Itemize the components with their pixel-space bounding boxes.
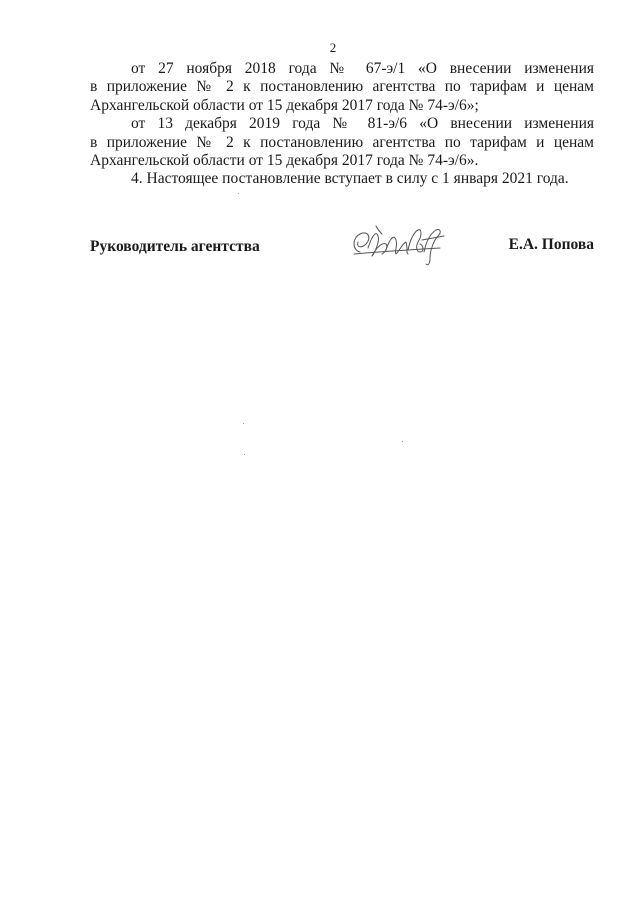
effective-date-clause: 4. Настоящее постановление вступает в силу с 1 января 2021 года. — [131, 170, 569, 188]
amendment-2-line-1: от 13 декабря 2019 года № 81-э/6 «О внесении изменения — [131, 115, 594, 133]
scan-speck — [243, 423, 244, 424]
scan-speck — [402, 441, 403, 442]
amendment-1-line-1: от 27 ноября 2018 года № 67-э/1 «О внесении изменения — [131, 60, 594, 77]
amendment-2-line-2: в приложение № 2 к постановлению агентства по тарифам и ценам — [90, 133, 594, 151]
amendment-2-line-3: Архангельской области от 15 декабря 2017 года № 74-э/6». — [90, 152, 479, 170]
page-number: 2 — [329, 40, 337, 55]
signer-name: Е.А. Попова — [508, 236, 594, 253]
scan-speck — [238, 193, 239, 194]
document-body — [90, 60, 594, 189]
amendment-1-line-3: Архангельской области от 15 декабря 2017 года № 74-э/6»; — [90, 96, 479, 114]
signer-title: Руководитель агентства — [90, 238, 260, 255]
amendment-1-line-2: в приложение № 2 к постановлению агентства по тарифам и ценам — [90, 78, 594, 96]
handwritten-signature — [346, 222, 450, 270]
scan-speck — [244, 454, 245, 455]
signature-block — [90, 234, 594, 274]
